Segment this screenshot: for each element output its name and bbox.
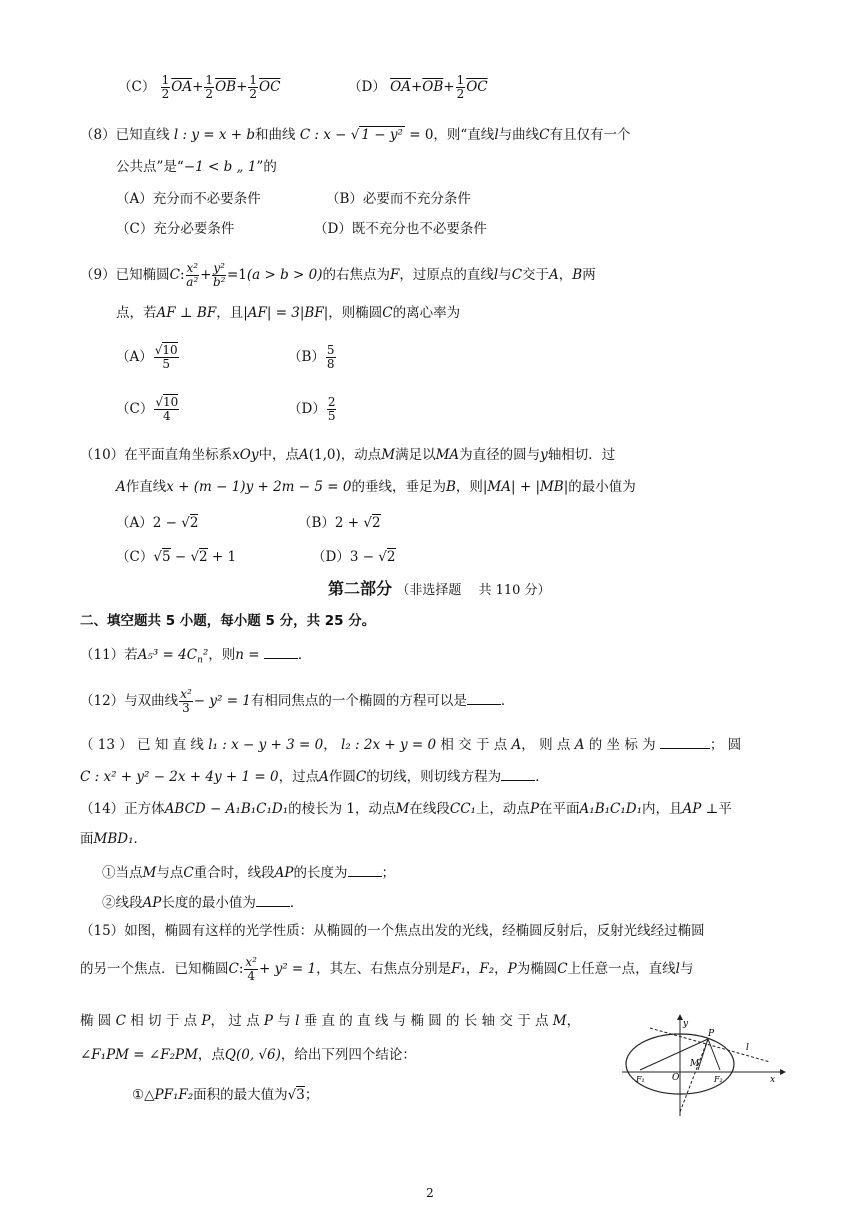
ellipse-figure xyxy=(620,1012,790,1120)
q15-line2: 的另一个焦点．已知椭圆C: $\frac{\text{x²}}{4}$ + y² = 1，其左、右焦点分别是F₁，F₂，P为椭圆C上任意一点，直线l与 xyxy=(80,955,694,983)
label-y: y xyxy=(683,1019,689,1029)
q9-option-a: （A） $\frac{√10}{5}$ xyxy=(116,343,178,371)
x-axis-arrow-icon xyxy=(780,1069,786,1075)
section2-heading: 二、填空题共 5 小题，每小题 5 分，共 25 分。 xyxy=(80,613,376,629)
q7-option-d: （D） $\overline{OA}+\overline{OB}+$ $\frac{1}{2}$ $\overline{OC}$ xyxy=(348,73,488,101)
q8-option-c: （C）充分必要条件 xyxy=(116,221,235,237)
q13-blank-1 xyxy=(660,734,710,749)
q9-stem-line2: 点，若AF ⊥ BF，且|AF| = 3|BF|，则椭圆C的离心率为 xyxy=(116,305,461,321)
q7-option-c-label: （C） xyxy=(118,79,156,95)
q14-sub1: ①当点M与点C重合时，线段AP的长度为 ； xyxy=(102,862,395,882)
q15-line4: ∠F₁PM = ∠F₂PM，点Q(0, √6)，给出下列四个结论： xyxy=(80,1047,416,1063)
q7-option-c: （C） $\frac{1}{2}$ $\overline{OA}+$ $\frac{1}{2}$ $\overline{OB}+$ $\frac{1}{2}$ $\overline{OC}$ xyxy=(118,73,281,101)
page-number: 2 xyxy=(426,1186,434,1200)
q10-option-b: （B）2 + √2 xyxy=(298,515,381,531)
q10-option-a: （A）2 − √2 xyxy=(116,515,199,531)
q12-blank xyxy=(467,690,501,705)
q14-blank-2 xyxy=(256,892,290,907)
part2-heading xyxy=(328,580,551,600)
q15-line1: （15）如图，椭圆有这样的光学性质：从椭圆的一个焦点出发的光线，经椭圆反射后，反射光线经过椭圆 xyxy=(80,923,705,939)
q10-option-c: （C）√5 − √2 + 1 xyxy=(116,549,237,565)
q9-option-d: （D） $\frac{2}{5}$ xyxy=(288,395,336,423)
q8-stem: （8）已知直线 l : y = x + b和曲线 C : x − √ 1 − y² = 0，则“直线l与曲线C有且仅有一个 xyxy=(80,127,631,143)
q8-option-d: （D）既不充分也不必要条件 xyxy=(314,221,487,237)
q14-sub2: ②线段AP长度的最小值为 ． xyxy=(102,892,303,912)
segment-pf2 xyxy=(708,1039,720,1070)
q8-option-b: （B）必要而不充分条件 xyxy=(326,191,471,207)
q9-option-b: （B） $\frac{5}{8}$ xyxy=(288,343,335,371)
q7-option-d-label: （D） xyxy=(348,79,386,95)
label-o: O xyxy=(672,1073,680,1083)
q8-stem-line2: 公共点”是“−1 < b „ 1”的 xyxy=(116,159,277,175)
q15-item1: ①△PF₁F₂面积的最大值为√3； xyxy=(132,1087,319,1103)
q14-line2: 面MBD₁． xyxy=(80,831,147,847)
label-f2: F₂ xyxy=(714,1075,723,1084)
q8-option-a: （A）充分而不必要条件 xyxy=(116,191,261,207)
part2-title: 第二部分 xyxy=(328,579,393,598)
label-x: x xyxy=(770,1075,776,1085)
q11-blank xyxy=(264,644,298,659)
label-f1: F₁ xyxy=(636,1075,645,1084)
segment-pm xyxy=(698,1039,708,1070)
q9-stem: （9）已知椭圆C: $\frac{\text{x²}}{\text{a²}}$ + $\frac{\text{y²}}{\text{b²}}$ =1(a > b > 0)的右焦点为F，过原点的直线l与C交于A，B两 xyxy=(80,261,596,289)
q9-option-c: （C） $\frac{√10}{4}$ xyxy=(116,395,179,423)
q14-blank-1 xyxy=(348,862,382,877)
q13-line1: （ 13 ） 已 知 直 线 l₁ : x − y + 3 = 0， l₂ : 2x + y = 0 相 交 于 点 A， 则 点 A 的 坐 标 为 ； 圆 xyxy=(80,734,741,754)
q10-option-d: （D）3 − √2 xyxy=(312,549,396,565)
q15-line3: 椭 圆 C 相 切 于 点 P， 过 点 P 与 l 垂 直 的 直 线 与 椭 圆 的 长 轴 交 于 点 M， xyxy=(80,1013,581,1029)
part2-note: （非选择题 共 110 分） xyxy=(396,583,551,598)
label-p: P xyxy=(708,1029,715,1039)
label-l: l xyxy=(746,1043,749,1053)
q11: （11）若$A_5^3 = 4C_n^2$，则n = ． xyxy=(80,644,311,670)
q12: （12）与双曲线 $\frac{\text{x²}}{3}$ − y² = 1有相同焦点的一个椭圆的方程可以是 ． xyxy=(80,687,515,715)
q13-blank-2 xyxy=(501,766,535,781)
q13-line2: C : x² + y² − 2x + 4y + 1 = 0，过点A作圆C的切线，则切线方程为 ． xyxy=(80,766,549,786)
label-m: M xyxy=(690,1059,700,1069)
q10-stem-line2: A作直线x + (m − 1)y + 2m − 5 = 0的垂线，垂足为B，则|MA| + |MB|的最小值为 xyxy=(116,479,636,495)
q14-line1: （14）正方体ABCD − A₁B₁C₁D₁的棱长为 1，动点M在线段CC₁上，动点P在平面A₁B₁C₁D₁内，且AP ⊥平 xyxy=(80,801,732,817)
q10-stem: （10）在平面直角坐标系xOy中，点A(1,0)，动点M满足以MA为直径的圆与y轴相切．过 xyxy=(80,447,616,463)
